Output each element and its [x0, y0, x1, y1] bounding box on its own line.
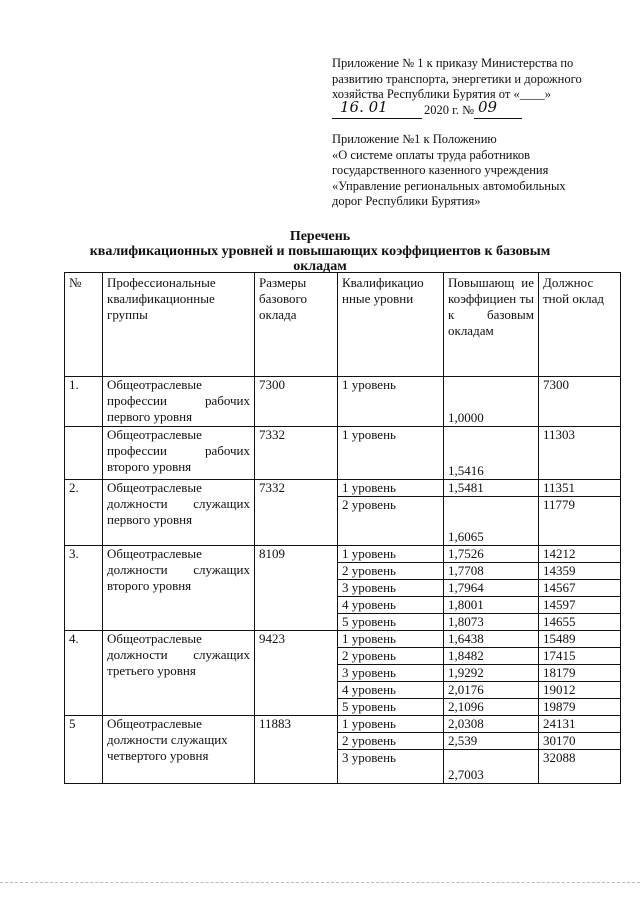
coefficient: 1,8001	[444, 597, 539, 614]
level: 2 уровень	[338, 648, 444, 665]
header-coefficients: Повышающ ие коэффициен ты к базовым окладам	[444, 273, 539, 377]
salary: 14597	[539, 597, 621, 614]
table-row	[65, 546, 621, 563]
salary: 11779	[539, 497, 621, 546]
level: 1 уровень	[338, 427, 444, 480]
group-number: 2.	[65, 480, 103, 546]
annex-2-header	[332, 132, 622, 210]
group-number: 1.	[65, 377, 103, 427]
header-levels: Квалификацио нные уровни	[338, 273, 444, 377]
level: 5 уровень	[338, 614, 444, 631]
annex-2-line: «Управление региональных автомобильных	[332, 178, 566, 193]
level: 1 уровень	[338, 377, 444, 427]
salary: 19879	[539, 699, 621, 716]
base-salary: 8109	[255, 546, 338, 631]
coefficient: 2,1096	[444, 699, 539, 716]
coefficient: 1,0000	[444, 377, 539, 427]
group-number: 5	[65, 716, 103, 784]
handwritten-number: 09	[478, 97, 498, 116]
salary: 19012	[539, 682, 621, 699]
annex-1-date-line	[332, 97, 622, 120]
salary: 11303	[539, 427, 621, 480]
coefficient: 2,0176	[444, 682, 539, 699]
group-name: Общеотраслевые должности служащих четвертого уровня	[103, 716, 255, 784]
annex-2-line: дорог Республики Бурятия»	[332, 194, 481, 208]
coefficient: 1,6438	[444, 631, 539, 648]
coefficient: 1,7964	[444, 580, 539, 597]
header-number: №	[65, 273, 103, 377]
salary: 14655	[539, 614, 621, 631]
coefficient: 1,7526	[444, 546, 539, 563]
level: 2 уровень	[338, 497, 444, 546]
salary: 24131	[539, 716, 621, 733]
document-title	[40, 229, 600, 274]
base-salary: 11883	[255, 716, 338, 784]
base-salary: 7332	[255, 427, 338, 480]
level: 3 уровень	[338, 580, 444, 597]
annex-1-line: хозяйства Республики Бурятия от «____»	[332, 87, 551, 101]
title-line: Перечень	[289, 229, 351, 244]
group-number: 3.	[65, 546, 103, 631]
salary: 14359	[539, 563, 621, 580]
annex-1-line: Приложение № 1 к приказу Министерства по	[332, 56, 574, 70]
salary: 15489	[539, 631, 621, 648]
level: 4 уровень	[338, 597, 444, 614]
coefficient: 1,5416	[444, 427, 539, 480]
table-row	[65, 716, 621, 733]
level: 2 уровень	[338, 733, 444, 750]
salary: 17415	[539, 648, 621, 665]
coefficient: 1,7708	[444, 563, 539, 580]
coefficient: 1,6065	[444, 497, 539, 546]
coefficient: 1,8073	[444, 614, 539, 631]
level: 3 уровень	[338, 750, 444, 784]
group-number	[65, 427, 103, 480]
salary: 7300	[539, 377, 621, 427]
header-salary: Должнос тной оклад	[539, 273, 621, 377]
group-name: Общеотраслевые профессии рабочих второго уровня	[103, 427, 255, 480]
group-name: Общеотраслевые должности служащих третьего уровня	[103, 631, 255, 716]
group-name: Общеотраслевые должности служащих второго уровня	[103, 546, 255, 631]
coefficient: 1,9292	[444, 665, 539, 682]
group-number: 4.	[65, 631, 103, 716]
level: 3 уровень	[338, 665, 444, 682]
level: 1 уровень	[338, 631, 444, 648]
table-row	[65, 427, 621, 480]
table-row	[65, 631, 621, 648]
scan-edge-divider	[0, 882, 640, 883]
level: 5 уровень	[338, 699, 444, 716]
coefficient: 1,8482	[444, 648, 539, 665]
level: 2 уровень	[338, 563, 444, 580]
level: 1 уровень	[338, 716, 444, 733]
salary: 30170	[539, 733, 621, 750]
salary: 32088	[539, 750, 621, 784]
salary: 14212	[539, 546, 621, 563]
coefficient: 2,0308	[444, 716, 539, 733]
group-name: Общеотраслевые профессии рабочих первого уровня	[103, 377, 255, 427]
group-name: Общеотраслевые должности служащих первого уровня	[103, 480, 255, 546]
title-line: окладам	[293, 259, 347, 274]
salary: 18179	[539, 665, 621, 682]
table-row	[65, 480, 621, 497]
handwritten-date: 16. 01	[340, 97, 388, 116]
table-row	[65, 377, 621, 427]
level: 4 уровень	[338, 682, 444, 699]
title-line: квалификационных уровней и повышающих коэффициентов к базовым	[89, 244, 551, 259]
annex-2-line: государственного казенного учреждения	[332, 163, 549, 177]
base-salary: 9423	[255, 631, 338, 716]
table-header-row	[65, 273, 621, 377]
annex-1-line: 2020 г. №	[424, 102, 475, 117]
salary-table	[64, 272, 621, 784]
level: 1 уровень	[338, 480, 444, 497]
coefficient: 2,539	[444, 733, 539, 750]
header-groups: Профессиональные квалификационные группы	[103, 273, 255, 377]
level: 1 уровень	[338, 546, 444, 563]
coefficient: 1,5481	[444, 480, 539, 497]
salary: 14567	[539, 580, 621, 597]
annex-1-line: развитию транспорта, энергетики и дорожного	[332, 71, 582, 86]
coefficient: 2,7003	[444, 750, 539, 784]
base-salary: 7300	[255, 377, 338, 427]
annex-1-header	[332, 56, 622, 120]
annex-2-line: «О системе оплаты труда работников	[332, 147, 531, 162]
header-base-salary: Размеры базового оклада	[255, 273, 338, 377]
salary: 11351	[539, 480, 621, 497]
annex-2-line: Приложение №1 к Положению	[332, 132, 497, 146]
base-salary: 7332	[255, 480, 338, 546]
